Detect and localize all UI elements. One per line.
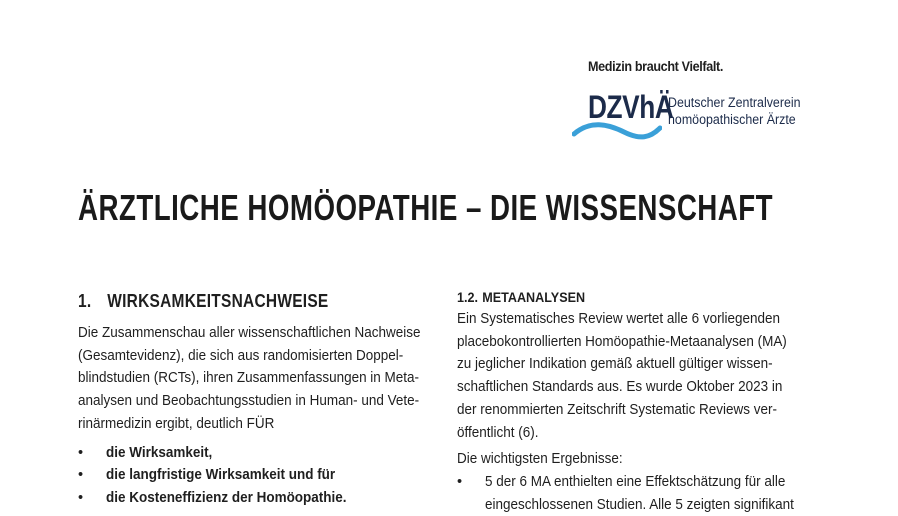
list-item: [457, 471, 817, 516]
left-column: [78, 288, 438, 510]
results-label: Die wichtigsten Ergebnisse:: [457, 451, 623, 468]
paragraph-line: zu jeglicher Indikation gemäß aktuell gültiger wissen-: [457, 356, 773, 373]
list-item: [78, 464, 438, 487]
list-item: [78, 487, 438, 510]
right-column: [457, 286, 817, 516]
page-title: ÄRZTLICHE HOMÖOPATHIE – DIE WISSENSCHAFT: [78, 187, 774, 228]
list-item-text: [485, 471, 794, 516]
paragraph-line: Die Zusammenschau aller wissenschaftlichen Nachweise: [78, 325, 421, 341]
paragraph-line: (Gesamtevidenz), die sich aus randomisierten Doppel-: [78, 347, 404, 364]
bullet-icon: •: [78, 444, 84, 461]
paragraph-line: der renommierten Zeitschrift Systematic Reviews ver-: [457, 401, 777, 418]
wave-icon: [572, 116, 662, 142]
bullet-icon: •: [457, 473, 463, 490]
paragraph-line: analysen und Beobachtungsstudien in Human- und Vete-: [78, 393, 420, 410]
section-1-bullet-list: [78, 442, 438, 510]
section-1-2-heading: [457, 286, 781, 308]
paragraph-line: rinärmedizin ergibt, deutlich FÜR: [78, 415, 275, 432]
logo: [572, 88, 832, 146]
section-1-2-paragraph: [457, 308, 817, 444]
paragraph-line: Ein Systematisches Review wertet alle 6 vorliegenden: [457, 311, 781, 327]
section-1-2-title: METAANALYSEN: [482, 289, 586, 305]
bullet-icon: •: [78, 489, 84, 506]
paragraph-line: blindstudien (RCTs), ihren Zusammenfassungen in Meta-: [78, 370, 420, 387]
section-1-heading: [78, 288, 388, 314]
list-item-text: die langfristige Wirksamkeit und für: [106, 467, 336, 484]
paragraph-line: schaftlichen Standards aus. Es wurde Oktober 2023 in: [457, 379, 783, 396]
bullet-icon: •: [78, 467, 84, 484]
tagline: Medizin braucht Vielfalt.: [588, 58, 723, 74]
list-item-line: eingeschlossenen Studien. Alle 5 zeigten signifikant: [485, 496, 794, 513]
section-1-2-number: 1.2.: [457, 289, 479, 305]
section-1-paragraph: [78, 322, 438, 436]
logo-mark: DZVhÄ: [588, 89, 674, 125]
org-name-line1: Deutscher Zentralverein: [668, 95, 801, 110]
org-name-line2: homöopathischer Ärzte: [668, 112, 796, 127]
list-item-line: 5 der 6 MA enthielten eine Effektschätzung für alle: [485, 473, 786, 490]
section-1-title: WIRKSAMKEITSNACHWEISE: [107, 291, 329, 311]
list-item-text: die Wirksamkeit,: [106, 444, 213, 461]
list-item: [78, 442, 438, 465]
org-name: [668, 94, 801, 128]
paragraph-line: placebokontrollierten Homöopathie-Metaanalysen (MA): [457, 333, 787, 350]
section-1-number: 1.: [78, 291, 92, 311]
list-item-text: die Kosteneffizienz der Homöopathie.: [106, 489, 347, 506]
paragraph-line: öffentlicht (6).: [457, 424, 539, 441]
